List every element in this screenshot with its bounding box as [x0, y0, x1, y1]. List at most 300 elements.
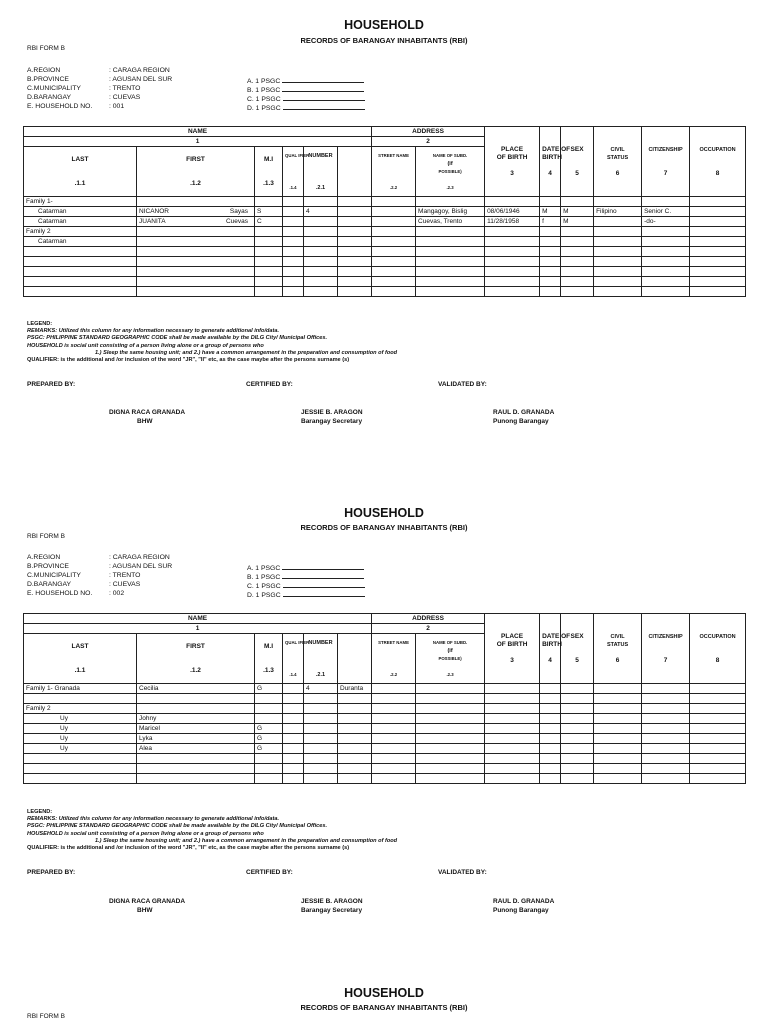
citizenship-cell: [594, 247, 642, 257]
legend-qualifier: QUALIFIER: is the additional and /or inclusion of the word "JR", "II" etc, as the case maybe after the persons surname (s): [27, 845, 350, 852]
form-title: HOUSEHOLD: [344, 18, 424, 32]
psgc-c-line: [283, 580, 365, 588]
address-header: ADDRESS: [372, 127, 485, 137]
number-cell: [304, 694, 338, 704]
occupation-cell: [642, 287, 690, 297]
sex-cell: [540, 197, 561, 207]
qualifier-cell: [283, 754, 304, 764]
sex-cell: [540, 734, 561, 744]
remarks-cell: [690, 714, 746, 724]
psgc-b-label: B. 1 PSGC: [247, 87, 281, 94]
citizenship-cell: Filipino: [594, 207, 642, 217]
validated-by-signatory: RAUL D. GRANADA Punong Barangay: [493, 898, 555, 914]
first-name-text: NICANOR: [139, 207, 169, 215]
sex-cell: [540, 257, 561, 267]
sex-cell: [540, 247, 561, 257]
mi-cell: [255, 704, 283, 714]
household-no-label: E. HOUSEHOLD NO.: [27, 590, 93, 597]
psgc-info: [247, 75, 365, 111]
occupation-header: OCCUPATION 8: [690, 127, 746, 197]
occupation-cell: [642, 237, 690, 247]
mi-cell: C: [255, 217, 283, 227]
sex-cell: [540, 267, 561, 277]
first-name-cell: [137, 704, 255, 714]
place-of-birth-cell: [416, 247, 485, 257]
civil-status-cell: [561, 267, 594, 277]
maiden-name-text: [248, 685, 252, 693]
street-cell: [338, 774, 372, 784]
table-row: [24, 734, 746, 744]
psgc-b-line: [282, 571, 364, 579]
citizenship-cell: [594, 774, 642, 784]
citizenship-cell: [594, 267, 642, 277]
table-row: [24, 764, 746, 774]
subdivision-cell: [372, 744, 416, 754]
number-cell: [304, 744, 338, 754]
sex-cell: M: [540, 207, 561, 217]
place-of-birth-cell: [416, 277, 485, 287]
citizenship-cell: [594, 734, 642, 744]
dob-cell: [485, 714, 540, 724]
table-row: [24, 714, 746, 724]
place-of-birth-cell: [416, 287, 485, 297]
place-of-birth-cell: [416, 734, 485, 744]
municipality-label: C.MUNICIPALITY: [27, 85, 81, 92]
number-cell: [304, 714, 338, 724]
qualifier-cell: [283, 744, 304, 754]
legend-household: HOUSEHOLD is social unit consisting of a person living alone or a group of persons who: [27, 342, 264, 349]
legend-title: LEGEND:: [27, 321, 53, 327]
occupation-cell: [642, 684, 690, 694]
qualifier-cell: [283, 217, 304, 227]
mi-header: M.I .1.3: [255, 147, 283, 197]
number-cell: 4: [304, 207, 338, 217]
citizenship-cell: [594, 724, 642, 734]
qualifier-cell: [283, 684, 304, 694]
validated-by-signatory: RAUL D. GRANADA Punong Barangay: [493, 409, 555, 425]
address-number: 2: [372, 137, 485, 147]
citizenship-cell: [594, 744, 642, 754]
dob-cell: [485, 277, 540, 287]
dob-cell: [485, 257, 540, 267]
occupation-cell: [642, 247, 690, 257]
form-subtitle: RECORDS OF BARANGAY INHABITANTS (RBI): [300, 1003, 468, 1012]
qualifier-cell: [283, 694, 304, 704]
table-body: [24, 197, 746, 297]
qualifier-cell: [283, 724, 304, 734]
dob-cell: [485, 734, 540, 744]
mi-cell: G: [255, 734, 283, 744]
occupation-cell: [642, 714, 690, 724]
occupation-header: OCCUPATION 8: [690, 614, 746, 684]
sex-cell: [540, 684, 561, 694]
mi-cell: [255, 247, 283, 257]
place-of-birth-cell: [416, 227, 485, 237]
place-of-birth-header: PLACE OF BIRTH 3: [485, 127, 540, 197]
subdivision-cell: [372, 684, 416, 694]
table-row: [24, 237, 746, 247]
number-cell: [304, 754, 338, 764]
table-row: [24, 197, 746, 207]
address-number: 2: [372, 624, 485, 634]
table-row: [24, 754, 746, 764]
qualifier-cell: [283, 277, 304, 287]
last-name-cell: [24, 277, 137, 287]
street-cell: [338, 277, 372, 287]
first-name-cell: [137, 227, 255, 237]
region-label: A.REGION: [27, 67, 61, 74]
first-name-cell: [137, 277, 255, 287]
remarks-cell: [690, 744, 746, 754]
remarks-cell: [690, 207, 746, 217]
remarks-cell: [690, 774, 746, 784]
sex-cell: f: [540, 217, 561, 227]
citizenship-cell: [594, 257, 642, 267]
subdivision-cell: [372, 277, 416, 287]
first-name-text: Johny: [139, 714, 157, 722]
qualifier-header: QUAL IFIER .1.4: [283, 634, 304, 684]
mi-cell: [255, 764, 283, 774]
number-cell: [304, 277, 338, 287]
form-number: RBI FORM B: [27, 533, 65, 540]
civil-status-cell: [561, 744, 594, 754]
certified-by-label: CERTIFIED BY:: [246, 869, 293, 876]
mi-cell: [255, 754, 283, 764]
remarks-cell: [690, 734, 746, 744]
street-cell: [338, 197, 372, 207]
sex-cell: [540, 764, 561, 774]
civil-status-header: CIVIL STATUS 6: [594, 127, 642, 197]
citizenship-cell: [594, 704, 642, 714]
psgc-d-label: D. 1 PSGC: [247, 592, 281, 599]
form-title: HOUSEHOLD: [344, 506, 424, 520]
citizenship-cell: [594, 277, 642, 287]
last-name-cell: Catarman: [24, 217, 137, 227]
mi-cell: G: [255, 684, 283, 694]
first-name-cell: [137, 744, 255, 754]
citizenship-cell: [594, 684, 642, 694]
civil-status-cell: [561, 684, 594, 694]
subdivision-header: NAME OF SUBD. (if POSSIBLE) .2.3: [416, 147, 485, 197]
last-name-cell: Family 1-: [24, 197, 137, 207]
legend-psgc: PSGC: PHILIPPINE STANDARD GEOGRAPHIC CODE shall be made available by the DILG City/ Municipal Offices.: [27, 335, 328, 342]
civil-status-cell: [561, 287, 594, 297]
table-row: [24, 257, 746, 267]
mi-cell: [255, 267, 283, 277]
legend: [27, 809, 397, 852]
civil-status-cell: [561, 754, 594, 764]
legend-household-criteria: 1.) Sleep the same housing unit; and 2.) have a common arrangement in the preparation and consumption of food: [95, 349, 398, 356]
dob-header: DATE OF BIRTH 4: [540, 127, 561, 197]
qualifier-cell: [283, 287, 304, 297]
subdivision-cell: [372, 754, 416, 764]
street-cell: [338, 227, 372, 237]
number-cell: [304, 724, 338, 734]
subdivision-cell: [372, 247, 416, 257]
first-name-cell: [137, 694, 255, 704]
civil-status-cell: [561, 237, 594, 247]
place-of-birth-header: PLACE OF BIRTH 3: [485, 614, 540, 684]
citizenship-cell: [594, 754, 642, 764]
citizenship-cell: [594, 227, 642, 237]
legend-qualifier: QUALIFIER: is the additional and /or inclusion of the word "JR", "II" etc, as the case maybe after the persons surname (s): [27, 357, 350, 364]
maiden-name-text: [248, 745, 252, 753]
remarks-cell: [690, 257, 746, 267]
civil-status-cell: M: [561, 217, 594, 227]
subdivision-cell: [372, 217, 416, 227]
occupation-cell: [642, 197, 690, 207]
subdivision-cell: [372, 197, 416, 207]
certified-by-label: CERTIFIED BY:: [246, 381, 293, 388]
occupation-cell: [642, 267, 690, 277]
sex-header: SEX 5: [561, 127, 594, 197]
last-name-cell: Uy: [24, 724, 137, 734]
mi-cell: [255, 287, 283, 297]
civil-status-cell: [561, 247, 594, 257]
street-cell: [338, 257, 372, 267]
subdivision-cell: [372, 694, 416, 704]
civil-status-header: CIVIL STATUS 6: [594, 614, 642, 684]
place-of-birth-cell: [416, 257, 485, 267]
street-cell: [338, 704, 372, 714]
civil-status-cell: [561, 277, 594, 287]
last-name-cell: Family 1- Granada: [24, 684, 137, 694]
number-cell: 4: [304, 684, 338, 694]
last-name-cell: [24, 257, 137, 267]
subdivision-cell: [372, 267, 416, 277]
dob-cell: 11/28/1958: [485, 217, 540, 227]
psgc-d-label: D. 1 PSGC: [247, 105, 281, 112]
last-header: LAST .1.1: [24, 634, 137, 684]
certified-by-signatory: JESSIE B. ARAGON Barangay Secretary: [301, 898, 363, 914]
place-of-birth-cell: [416, 744, 485, 754]
last-name-cell: [24, 694, 137, 704]
remarks-cell: [690, 694, 746, 704]
first-name-text: Alea: [139, 744, 153, 752]
occupation-cell: [642, 734, 690, 744]
place-of-birth-cell: [416, 714, 485, 724]
mi-cell: [255, 774, 283, 784]
number-cell: [304, 217, 338, 227]
table-row: [24, 217, 746, 227]
street-cell: [338, 734, 372, 744]
street-cell: [338, 287, 372, 297]
psgc-a-line: [282, 75, 364, 83]
qualifier-header: QUAL IFIER .1.4: [283, 147, 304, 197]
table-header: [24, 127, 746, 197]
municipality-value: : TRENTO: [109, 572, 141, 579]
sex-header: SEX 5: [561, 614, 594, 684]
dob-cell: [485, 694, 540, 704]
dob-cell: [485, 774, 540, 784]
subdivision-header: NAME OF SUBD. (if POSSIBLE) .2.3: [416, 634, 485, 684]
remarks-cell: [690, 227, 746, 237]
mi-cell: S: [255, 207, 283, 217]
civil-status-cell: [561, 227, 594, 237]
remarks-cell: [690, 724, 746, 734]
table-row: [24, 287, 746, 297]
name-number: 1: [24, 137, 372, 147]
remarks-cell: [690, 267, 746, 277]
civil-status-cell: [561, 197, 594, 207]
citizenship-cell: [594, 694, 642, 704]
last-name-cell: Family 2: [24, 704, 137, 714]
table-row: [24, 774, 746, 784]
last-name-cell: [24, 774, 137, 784]
table-row: [24, 247, 746, 257]
occupation-cell: -do-: [642, 217, 690, 227]
dob-cell: [485, 197, 540, 207]
civil-status-cell: [561, 724, 594, 734]
first-name-text: JUANITA: [139, 217, 166, 225]
last-name-cell: [24, 754, 137, 764]
street-cell: [338, 694, 372, 704]
occupation-cell: [642, 257, 690, 267]
place-of-birth-cell: [416, 197, 485, 207]
table-body: [24, 684, 746, 784]
street-cell: [338, 237, 372, 247]
number-header: NUMBER .2.1: [304, 147, 338, 197]
table-row: [24, 684, 746, 694]
dob-header: DATE OF BIRTH 4: [540, 614, 561, 684]
sex-cell: [540, 714, 561, 724]
street-header: STREET NAME .2.2: [372, 147, 416, 197]
street-cell: [338, 754, 372, 764]
first-name-cell: [137, 217, 255, 227]
dob-cell: [485, 744, 540, 754]
occupation-cell: [642, 764, 690, 774]
street-cell: [338, 247, 372, 257]
address-header: ADDRESS: [372, 614, 485, 624]
dob-cell: [485, 764, 540, 774]
legend-title: LEGEND:: [27, 809, 53, 815]
occupation-cell: [642, 694, 690, 704]
qualifier-cell: [283, 227, 304, 237]
psgc-d-line: [283, 102, 365, 110]
remarks-cell: [690, 764, 746, 774]
last-name-cell: [24, 247, 137, 257]
province-value: : AGUSAN DEL SUR: [109, 563, 173, 570]
psgc-b-label: B. 1 PSGC: [247, 574, 281, 581]
legend-household: HOUSEHOLD is social unit consisting of a person living alone or a group of persons who: [27, 830, 264, 837]
number-col-2: [338, 634, 372, 684]
place-of-birth-cell: [416, 704, 485, 714]
first-name-cell: [137, 734, 255, 744]
number-cell: [304, 247, 338, 257]
qualifier-cell: [283, 764, 304, 774]
region-value: : CARAGA REGION: [109, 67, 170, 74]
mi-cell: G: [255, 724, 283, 734]
occupation-cell: [642, 724, 690, 734]
mi-cell: [255, 227, 283, 237]
mi-header: M.I .1.3: [255, 634, 283, 684]
barangay-value: : CUEVAS: [109, 94, 141, 101]
occupation-cell: [642, 227, 690, 237]
prepared-by-label: PREPARED BY:: [27, 381, 76, 388]
dob-cell: [485, 754, 540, 764]
legend-psgc: PSGC: PHILIPPINE STANDARD GEOGRAPHIC CODE shall be made available by the DILG City/ Municipal Offices.: [27, 823, 328, 830]
street-cell: [338, 217, 372, 227]
province-label: B.PROVINCE: [27, 76, 69, 83]
mi-cell: [255, 237, 283, 247]
name-number: 1: [24, 624, 372, 634]
dob-cell: [485, 227, 540, 237]
civil-status-cell: [561, 764, 594, 774]
occupation-cell: Senior C.: [642, 207, 690, 217]
remarks-cell: [690, 217, 746, 227]
first-header: FIRST .1.2: [137, 147, 255, 197]
number-header: NUMBER .2.1: [304, 634, 338, 684]
qualifier-cell: [283, 704, 304, 714]
table-row: [24, 267, 746, 277]
street-cell: [338, 744, 372, 754]
prepared-by-signatory: DIGNA RACA GRANADA BHW: [109, 409, 186, 425]
qualifier-cell: [283, 207, 304, 217]
subdivision-cell: [372, 774, 416, 784]
first-name-cell: [137, 684, 255, 694]
table-row: [24, 694, 746, 704]
citizenship-header: CITIZENSHIP 7: [642, 614, 690, 684]
civil-status-cell: [561, 774, 594, 784]
number-cell: [304, 287, 338, 297]
number-col-2: [338, 147, 372, 197]
dob-cell: [485, 684, 540, 694]
place-of-birth-cell: [416, 724, 485, 734]
first-header: FIRST .1.2: [137, 634, 255, 684]
sex-cell: [540, 744, 561, 754]
qualifier-cell: [283, 714, 304, 724]
street-cell: Duranta: [338, 684, 372, 694]
sex-cell: [540, 774, 561, 784]
first-name-cell: [137, 287, 255, 297]
qualifier-cell: [283, 734, 304, 744]
place-of-birth-cell: [416, 237, 485, 247]
civil-status-cell: [561, 694, 594, 704]
table-row: [24, 207, 746, 217]
table-row: [24, 277, 746, 287]
number-cell: [304, 197, 338, 207]
remarks-cell: [690, 277, 746, 287]
barangay-label: D.BARANGAY: [27, 581, 72, 588]
first-name-text: Maricel: [139, 724, 160, 732]
first-name-cell: [137, 197, 255, 207]
last-name-cell: Family 2: [24, 227, 137, 237]
first-name-cell: [137, 237, 255, 247]
number-cell: [304, 704, 338, 714]
first-name-cell: [137, 267, 255, 277]
subdivision-cell: [372, 287, 416, 297]
psgc-info: [247, 562, 365, 598]
sex-cell: [540, 237, 561, 247]
last-name-cell: Catarman: [24, 237, 137, 247]
mi-cell: G: [255, 744, 283, 754]
citizenship-cell: [594, 714, 642, 724]
first-name-cell: [137, 207, 255, 217]
number-cell: [304, 774, 338, 784]
table-row: [24, 704, 746, 714]
mi-cell: [255, 714, 283, 724]
form-number: RBI FORM B: [27, 1013, 65, 1020]
form-subtitle: RECORDS OF BARANGAY INHABITANTS (RBI): [300, 523, 468, 532]
psgc-a-label: A. 1 PSGC: [247, 565, 281, 572]
dob-cell: [485, 267, 540, 277]
remarks-cell: [690, 684, 746, 694]
province-value: : AGUSAN DEL SUR: [109, 76, 173, 83]
sex-cell: [540, 724, 561, 734]
psgc-c-label: C. 1 PSGC: [247, 583, 281, 590]
psgc-c-label: C. 1 PSGC: [247, 96, 281, 103]
psgc-a-label: A. 1 PSGC: [247, 78, 281, 85]
